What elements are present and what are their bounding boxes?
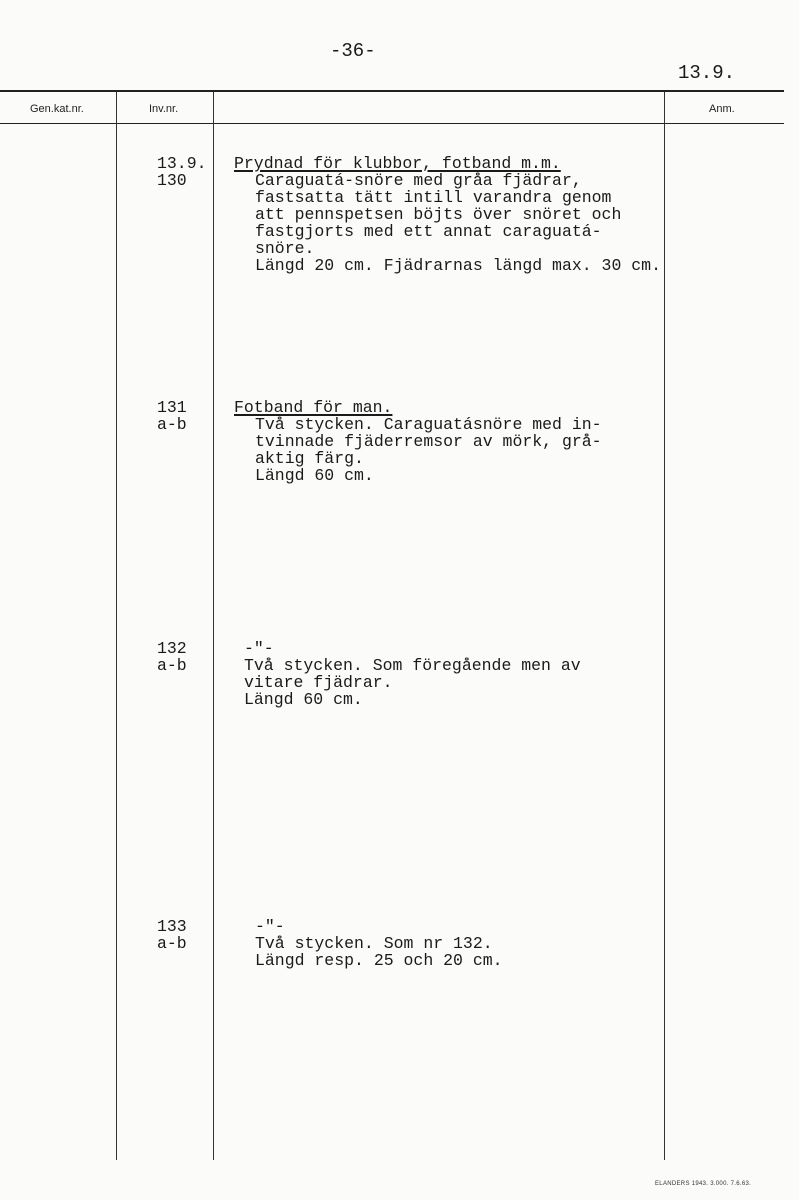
page-number: -36- <box>330 40 376 62</box>
ditto-mark: -"- <box>244 639 274 658</box>
column-divider-anm <box>664 92 665 1160</box>
entry-heading: Prydnad för klubbor, fotband m.m. <box>234 154 561 173</box>
entry-line: aktig färg. <box>255 449 364 468</box>
entry-line: snöre. <box>255 239 315 258</box>
inventory-number: 131 <box>157 398 187 417</box>
column-header-inv-nr: Inv.nr. <box>149 103 179 115</box>
entry-line: Längd 60 cm. <box>255 466 374 485</box>
inventory-number: 13.9. <box>157 154 207 173</box>
column-header-anm: Anm. <box>709 103 735 115</box>
entry-line: Caraguatá-snöre med gråa fjädrar, <box>255 171 582 190</box>
printer-imprint: ELANDERS 1943. 3.000. 7.6.63. <box>655 1181 752 1187</box>
inventory-number: a-b <box>157 656 187 675</box>
column-divider-gen-kat <box>116 92 117 1160</box>
header-bottom-rule <box>0 123 784 124</box>
class-reference: 13.9. <box>678 62 736 84</box>
entry-line: vitare fjädrar. <box>244 673 393 692</box>
entry-line: Längd resp. 25 och 20 cm. <box>255 951 503 970</box>
entry-line: Två stycken. Som nr 132. <box>255 934 493 953</box>
entry-line: Längd 20 cm. Fjädrarnas längd max. 30 cm. <box>255 256 661 275</box>
entry-line: Längd 60 cm. <box>244 690 363 709</box>
entry-line: tvinnade fjäderremsor av mörk, grå- <box>255 432 602 451</box>
inventory-number: a-b <box>157 934 187 953</box>
column-divider-inv <box>213 92 214 1160</box>
inventory-number: a-b <box>157 415 187 434</box>
header-top-rule <box>0 90 784 92</box>
ditto-mark: -"- <box>255 917 285 936</box>
inventory-number: 132 <box>157 639 187 658</box>
entry-line: Två stycken. Som föregående men av <box>244 656 581 675</box>
entry-line: fastsatta tätt intill varandra genom <box>255 188 612 207</box>
entry-line: fastgjorts med ett annat caraguatá- <box>255 222 602 241</box>
column-header-gen-kat-nr: Gen.kat.nr. <box>30 103 84 115</box>
entry-line: att pennspetsen böjts över snöret och <box>255 205 622 224</box>
entry-heading: Fotband för man. <box>234 398 393 417</box>
inventory-number: 130 <box>157 171 187 190</box>
inventory-number: 133 <box>157 917 187 936</box>
entry-line: Två stycken. Caraguatásnöre med in- <box>255 415 602 434</box>
